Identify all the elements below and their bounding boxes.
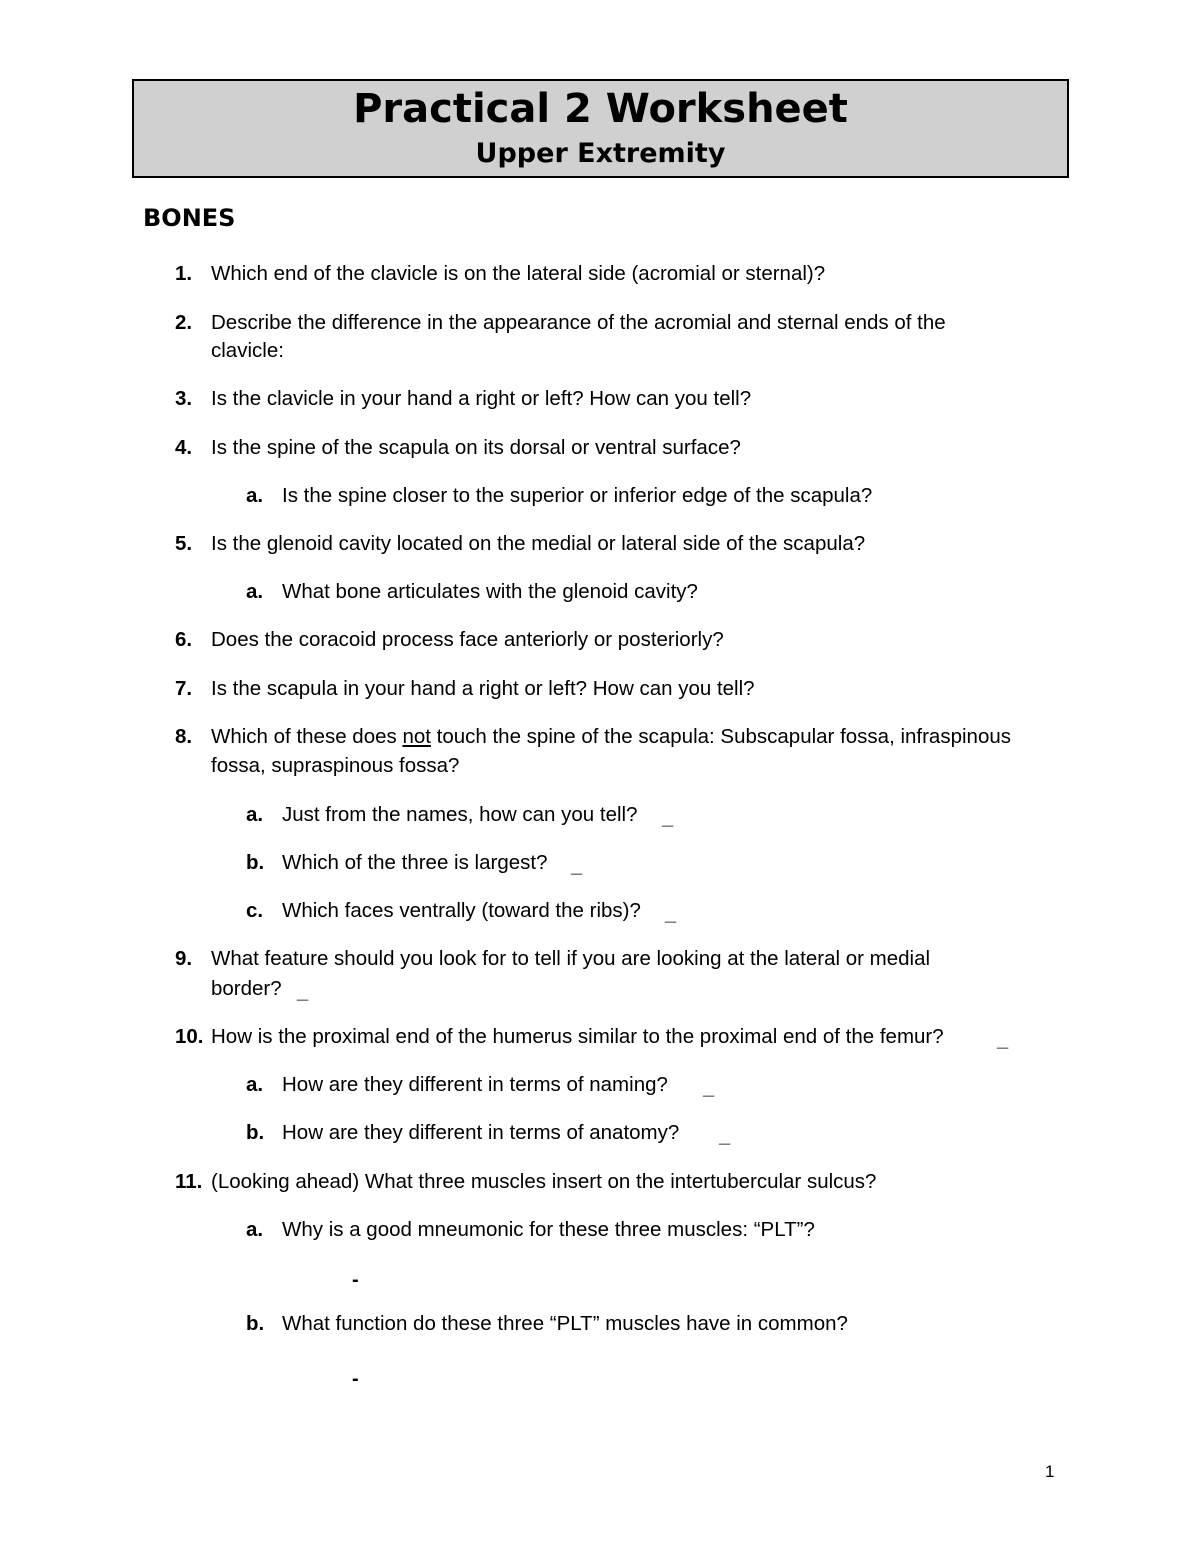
question-text: Does the coracoid process face anteriorly or posteriorly? xyxy=(211,628,724,651)
subquestion-letter: c. xyxy=(246,899,264,922)
subquestion-letter: a. xyxy=(246,803,264,826)
question-text: Is the spine closer to the superior or inferior edge of the scapula? xyxy=(282,484,873,507)
answer-blank-mark: _ xyxy=(719,1125,731,1147)
question-text-continued: fossa, supraspinous fossa? xyxy=(211,754,460,777)
answer-blank-mark: - xyxy=(352,1269,359,1291)
underlined-word: not xyxy=(402,725,431,748)
question-number: 3. xyxy=(175,387,193,410)
page-number: 1 xyxy=(1045,1462,1055,1481)
question-number: 10. xyxy=(175,1025,204,1048)
worksheet-title: Practical 2 Worksheet xyxy=(353,86,848,132)
question-text xyxy=(211,722,1011,752)
question-text: Is the spine of the scapula on its dorsal or ventral surface? xyxy=(211,436,741,459)
question-number: 7. xyxy=(175,677,193,700)
subquestion-letter: b. xyxy=(246,851,265,874)
subquestion-letter: b. xyxy=(246,1312,265,1335)
question-text: Which of the three is largest? xyxy=(282,851,548,874)
question-number: 11. xyxy=(175,1170,203,1193)
question-number: 4. xyxy=(175,436,193,459)
answer-blank-mark: - xyxy=(352,1368,359,1390)
question-text: How are they different in terms of naming? xyxy=(282,1073,668,1096)
question-number: 6. xyxy=(175,628,193,651)
question-text: Describe the difference in the appearance of the acromial and sternal ends of the xyxy=(211,311,946,334)
question-text-continued: clavicle: xyxy=(211,339,284,362)
question-text: Is the clavicle in your hand a right or left? How can you tell? xyxy=(211,387,752,410)
question-number: 2. xyxy=(175,311,193,334)
question-number: 9. xyxy=(175,947,193,970)
question-text-part: Which of these does xyxy=(211,725,403,748)
answer-blank-mark: _ xyxy=(662,807,674,829)
question-number: 5. xyxy=(175,532,193,555)
subquestion-letter: a. xyxy=(246,1218,264,1241)
answer-blank-mark: _ xyxy=(297,981,309,1003)
question-text: How is the proximal end of the humerus similar to the proximal end of the femur? xyxy=(211,1025,944,1048)
title-box xyxy=(132,79,1069,178)
question-text: How are they different in terms of anatomy? xyxy=(282,1121,680,1144)
subquestion-letter: a. xyxy=(246,1073,264,1096)
question-text: Which faces ventrally (toward the ribs)? xyxy=(282,899,641,922)
question-text: Just from the names, how can you tell? xyxy=(282,803,638,826)
question-text: What function do these three “PLT” muscles have in common? xyxy=(282,1312,848,1335)
question-text-continued: border? xyxy=(211,977,282,1000)
answer-blank-mark: _ xyxy=(997,1029,1009,1051)
question-number: 1. xyxy=(175,262,193,285)
question-text: What feature should you look for to tell if you are looking at the lateral or medial xyxy=(211,947,931,970)
answer-blank-mark: _ xyxy=(571,855,583,877)
question-text: Is the scapula in your hand a right or left? How can you tell? xyxy=(211,677,755,700)
question-text: Is the glenoid cavity located on the medial or lateral side of the scapula? xyxy=(211,532,866,555)
subquestion-letter: a. xyxy=(246,484,264,507)
question-text: What bone articulates with the glenoid cavity? xyxy=(282,580,698,603)
question-text: Why is a good mneumonic for these three muscles: “PLT”? xyxy=(282,1218,815,1241)
section-heading-bones: BONES xyxy=(143,204,236,232)
answer-blank-mark: _ xyxy=(665,903,677,925)
worksheet-subtitle: Upper Extremity xyxy=(475,138,726,169)
answer-blank-mark: _ xyxy=(703,1077,715,1099)
question-text: Which end of the clavicle is on the lateral side (acromial or sternal)? xyxy=(211,262,826,285)
question-text-part: touch the spine of the scapula: Subscapular fossa, infraspinous xyxy=(430,725,1011,748)
question-number: 8. xyxy=(175,725,193,748)
question-text: (Looking ahead) What three muscles insert on the intertubercular sulcus? xyxy=(211,1170,877,1193)
subquestion-letter: a. xyxy=(246,580,264,603)
subquestion-letter: b. xyxy=(246,1121,265,1144)
